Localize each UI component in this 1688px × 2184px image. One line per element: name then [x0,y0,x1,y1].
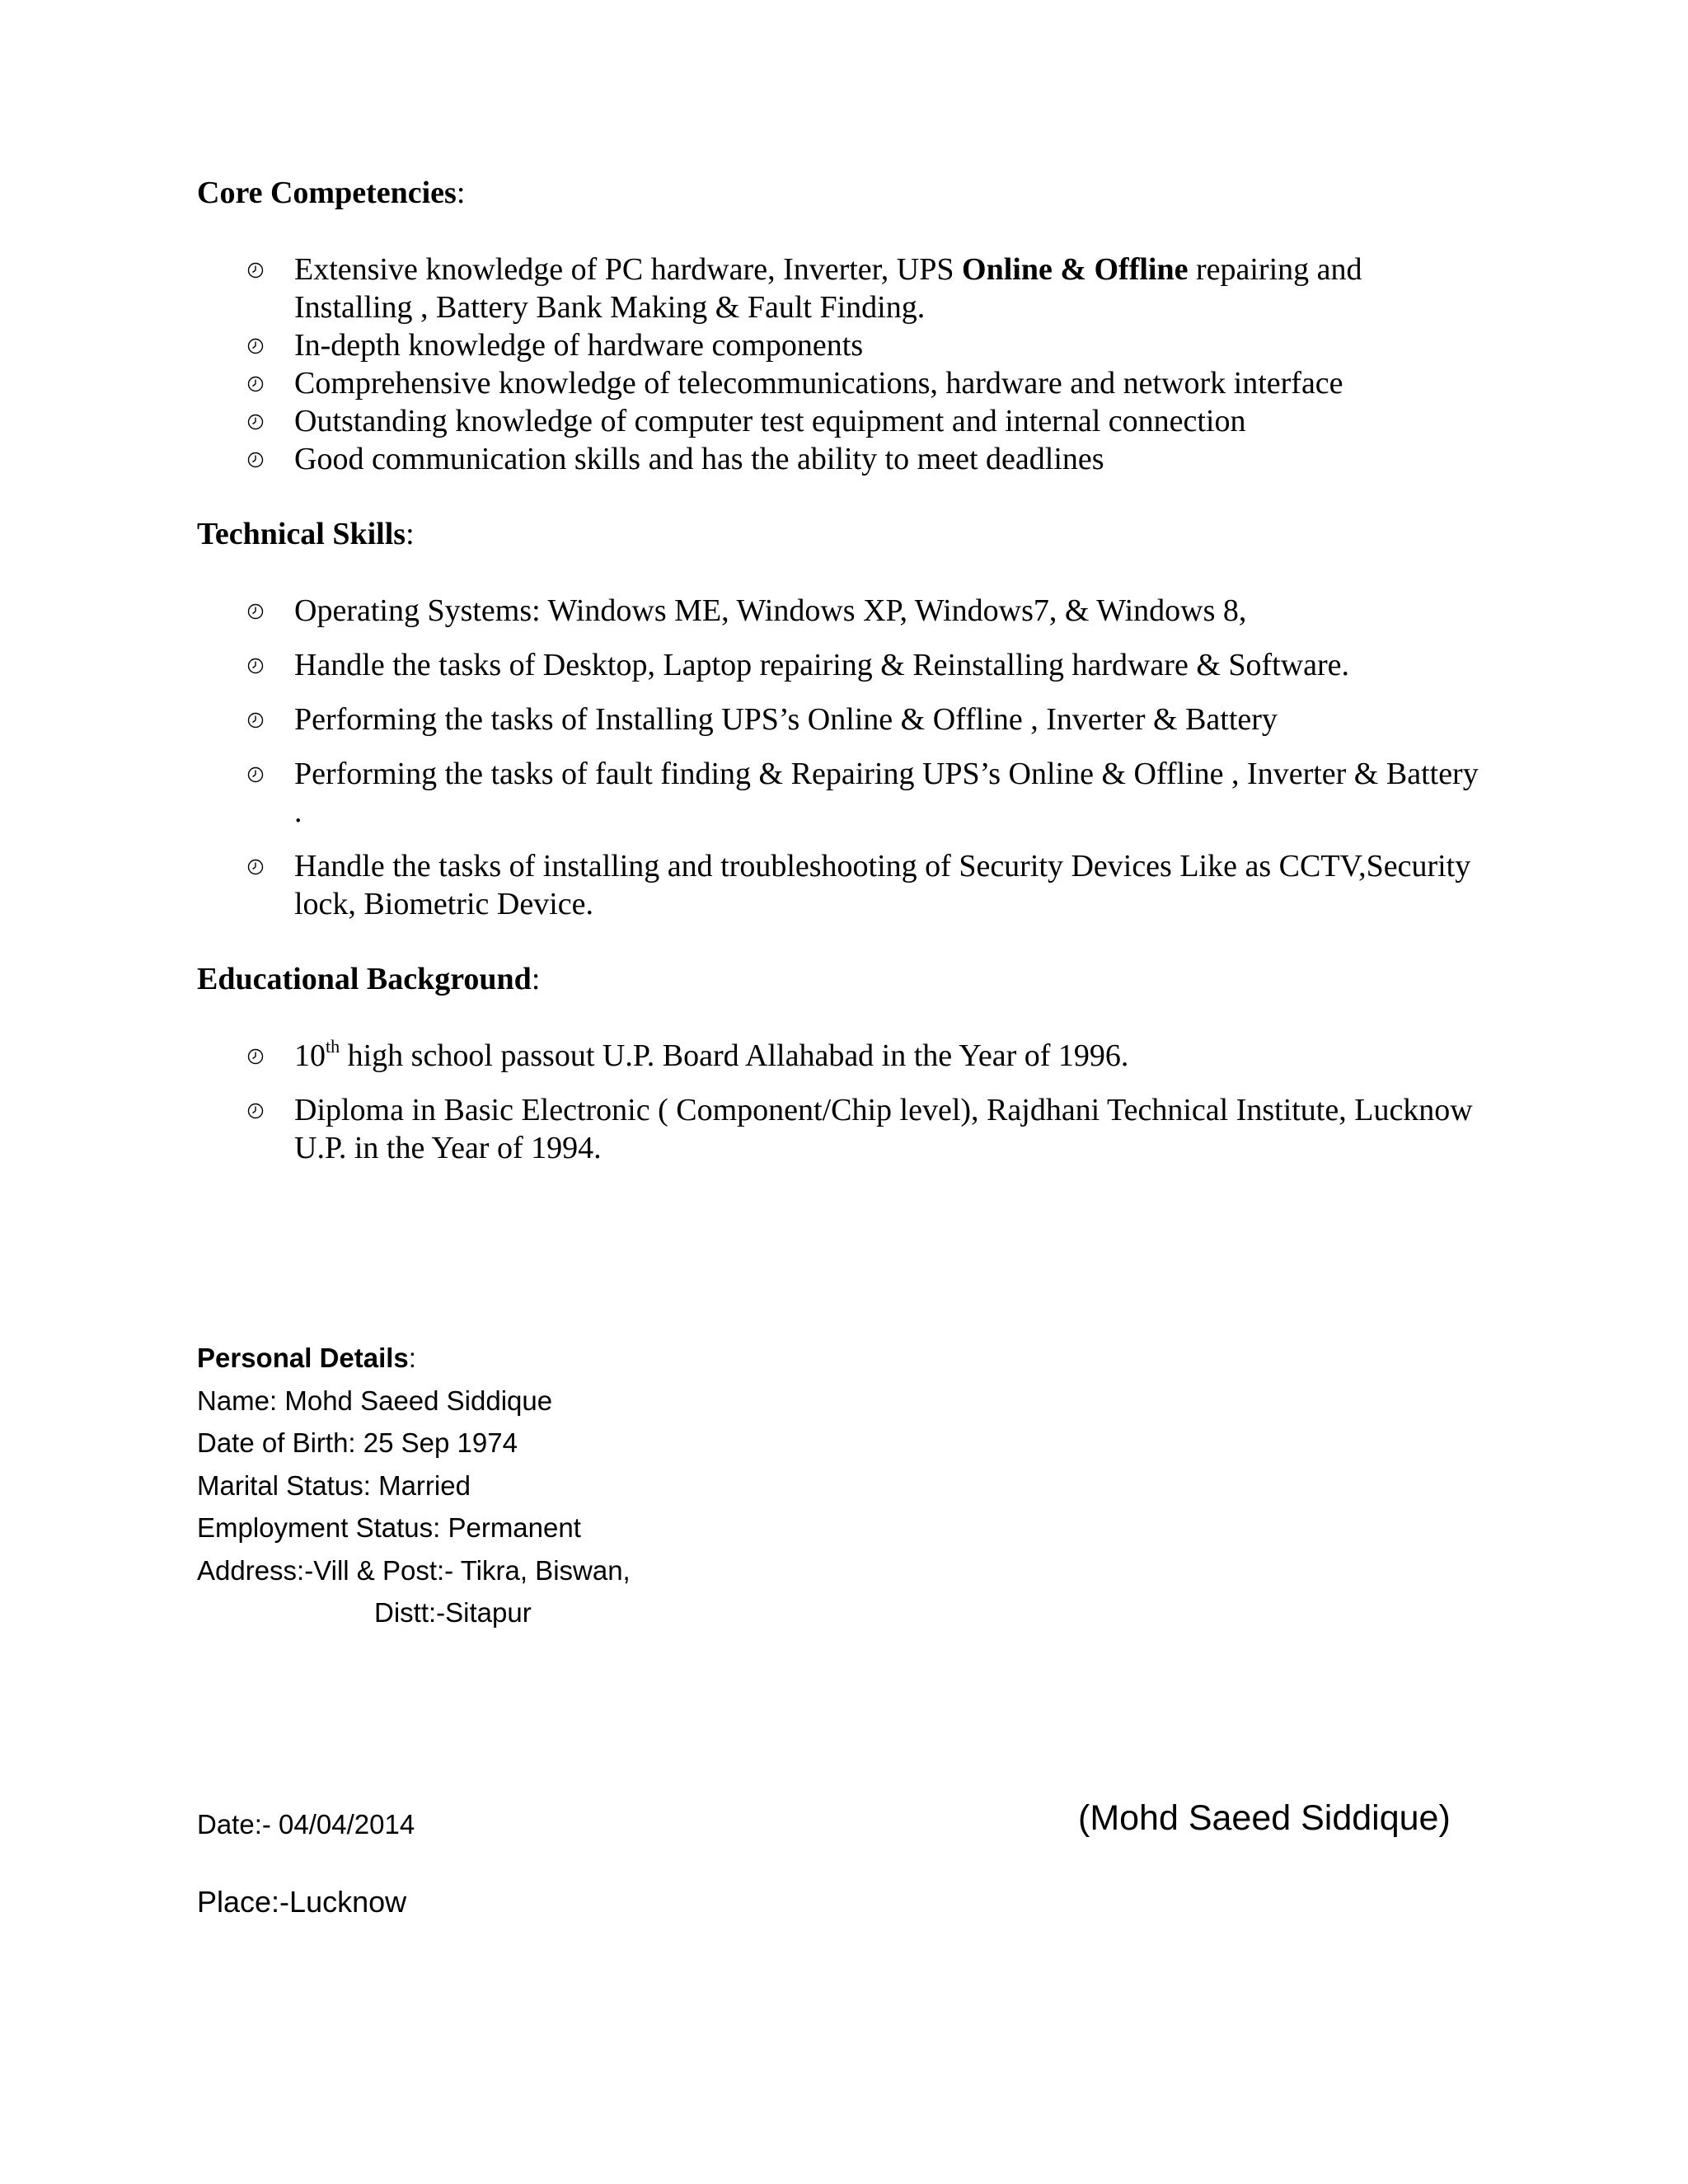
skill-text: Handle the tasks of installing and troubleshooting of Security Devices Like as CCTV,Security lock, Biometric Device. [294,849,1471,921]
competency-text: In-depth knowledge of hardware components [294,328,864,363]
heading-colon: : [456,176,466,210]
clock-icon [247,658,264,674]
clock-icon [247,603,264,620]
clock-icon [247,712,264,729]
personal-name: Name: Mohd Saeed Siddique [197,1385,553,1416]
clock-icon [247,376,264,392]
list-item [197,402,1483,440]
heading-colon: : [531,962,541,996]
personal-address-line1: Address:-Vill & Post:- Tikra, Biswan, [197,1554,631,1586]
technical-skills-title: Technical Skills [197,517,406,551]
clock-icon [247,1048,264,1065]
list-item [197,251,1483,326]
education-text: high school passout U.P. Board Allahabad in the Year of 1996. [340,1038,1129,1073]
list-item [197,364,1483,402]
footer-date: Date:- 04/04/2014 [197,1809,415,1840]
clock-icon [247,452,264,468]
core-competencies-title: Core Competencies [197,176,457,210]
personal-details [197,1337,631,1634]
heading-colon: : [406,517,415,551]
list-item [197,1037,1483,1075]
heading-colon: : [408,1343,416,1373]
clock-icon [247,1103,264,1119]
personal-marital-status: Marital Status: Married [197,1469,471,1501]
education-text: Diploma in Basic Electronic ( Component/Chip level), Rajdhani Technical Institute, Lucknow U.P. in the Year of 1994. [294,1093,1473,1165]
list-item [197,592,1483,630]
competency-text: Outstanding knowledge of computer test equipment and internal connection [294,404,1246,438]
skill-text: Performing the tasks of Installing UPS’s Online & Offline , Inverter & Battery [294,702,1278,737]
core-competencies-heading [197,175,465,211]
competency-text: Comprehensive knowledge of telecommunications, hardware and network interface [294,366,1343,401]
clock-icon [247,338,264,354]
skill-text: Operating Systems: Windows ME, Windows XP, Windows7, & Windows 8, [294,593,1247,628]
personal-employment-status: Employment Status: Permanent [197,1512,581,1543]
list-item [197,326,1483,364]
education-title: Educational Background [197,962,532,996]
technical-skills-heading [197,516,415,552]
skill-text: Performing the tasks of fault finding & Repairing UPS’s Online & Offline , Inverter & Battery . [294,757,1479,829]
clock-icon [247,262,264,279]
personal-address-line2: Distt:-Sitapur [374,1597,532,1628]
list-item [197,646,1483,684]
education-heading [197,961,540,997]
education-list [197,1037,1483,1167]
list-item [197,440,1483,478]
clock-icon [247,859,264,875]
skill-text: Handle the tasks of Desktop, Laptop repairing & Reinstalling hardware & Software. [294,648,1350,682]
list-item [197,1091,1483,1167]
personal-details-title: Personal Details [197,1343,409,1373]
personal-dob: Date of Birth: 25 Sep 1974 [197,1427,518,1458]
signature-name: (Mohd Saeed Siddique) [1078,1798,1451,1838]
list-item [197,755,1483,831]
competency-text-part: repairing and Installing , Battery Bank Making & Fault Finding. [294,252,1362,325]
competency-emphasis: Online & Offline [962,252,1189,287]
list-item [197,701,1483,738]
clock-icon [247,414,264,430]
competency-text: Good communication skills and has the ability to meet deadlines [294,442,1104,476]
technical-skills-list [197,592,1483,923]
core-competencies-list [197,251,1483,478]
education-grade: 10 [294,1038,326,1073]
list-item [197,847,1483,923]
ordinal-suffix: th [326,1036,340,1057]
personal-details-heading [197,1337,631,1380]
competency-text-part: Extensive knowledge of PC hardware, Inverter, UPS [294,252,963,287]
clock-icon [247,766,264,783]
footer-place: Place:-Lucknow [197,1885,407,1919]
